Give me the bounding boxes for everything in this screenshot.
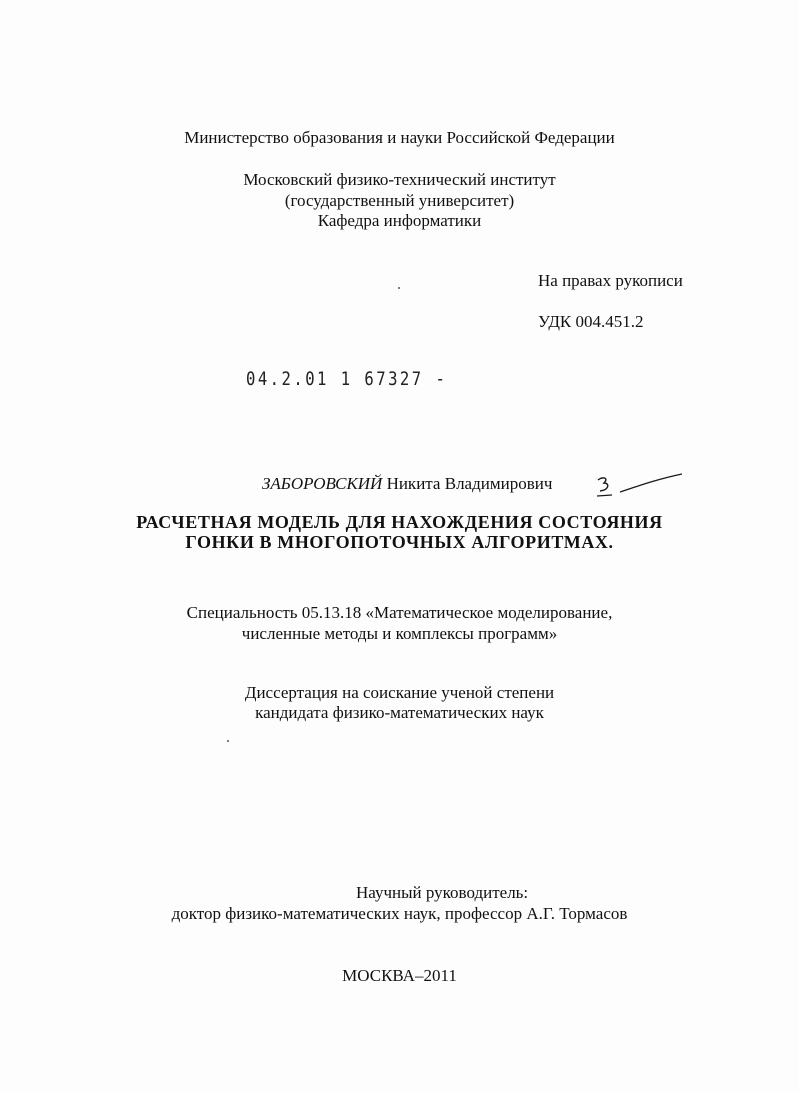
institute-line: Московский физико-технический институт bbox=[243, 170, 556, 189]
specialty-line-2: численные методы и комплексы программ» bbox=[241, 624, 558, 643]
signature bbox=[594, 470, 686, 502]
manuscript-note: На правах рукописи bbox=[538, 271, 683, 290]
scan-speck bbox=[398, 287, 400, 289]
ministry-line: Министерство образования и науки Российской Федерации bbox=[184, 128, 615, 147]
author-line bbox=[262, 474, 552, 494]
degree-line-1: Диссертация на соискание ученой степени bbox=[244, 683, 555, 702]
department-line: Кафедра информатики bbox=[317, 211, 482, 230]
thesis-title-line-1: РАСЧЕТНАЯ МОДЕЛЬ ДЛЯ НАХОЖДЕНИЯ СОСТОЯНИЯ bbox=[136, 512, 663, 532]
city-year: МОСКВА–2011 bbox=[342, 966, 457, 985]
supervisor-label: Научный руководитель: bbox=[356, 883, 529, 902]
udc-code: УДК 004.451.2 bbox=[538, 312, 644, 331]
scan-speck bbox=[227, 740, 229, 742]
registration-stamp: 04.2.01 1 67327 - bbox=[246, 368, 448, 390]
thesis-title-line-2: ГОНКИ В МНОГОПОТОЧНЫХ АЛГОРИТМАХ. bbox=[185, 532, 614, 552]
author-given-names: Никита Владимирович bbox=[386, 474, 553, 493]
degree-line-2: кандидата физико-математических наук bbox=[255, 703, 544, 722]
institute-status-line: (государственный университет) bbox=[284, 191, 515, 210]
supervisor-name: доктор физико-математических наук, профессор А.Г. Тормасов bbox=[171, 904, 628, 923]
specialty-line-1: Специальность 05.13.18 «Математическое моделирование, bbox=[186, 603, 613, 622]
author-surname: ЗАБОРОВСКИЙ bbox=[262, 474, 383, 493]
